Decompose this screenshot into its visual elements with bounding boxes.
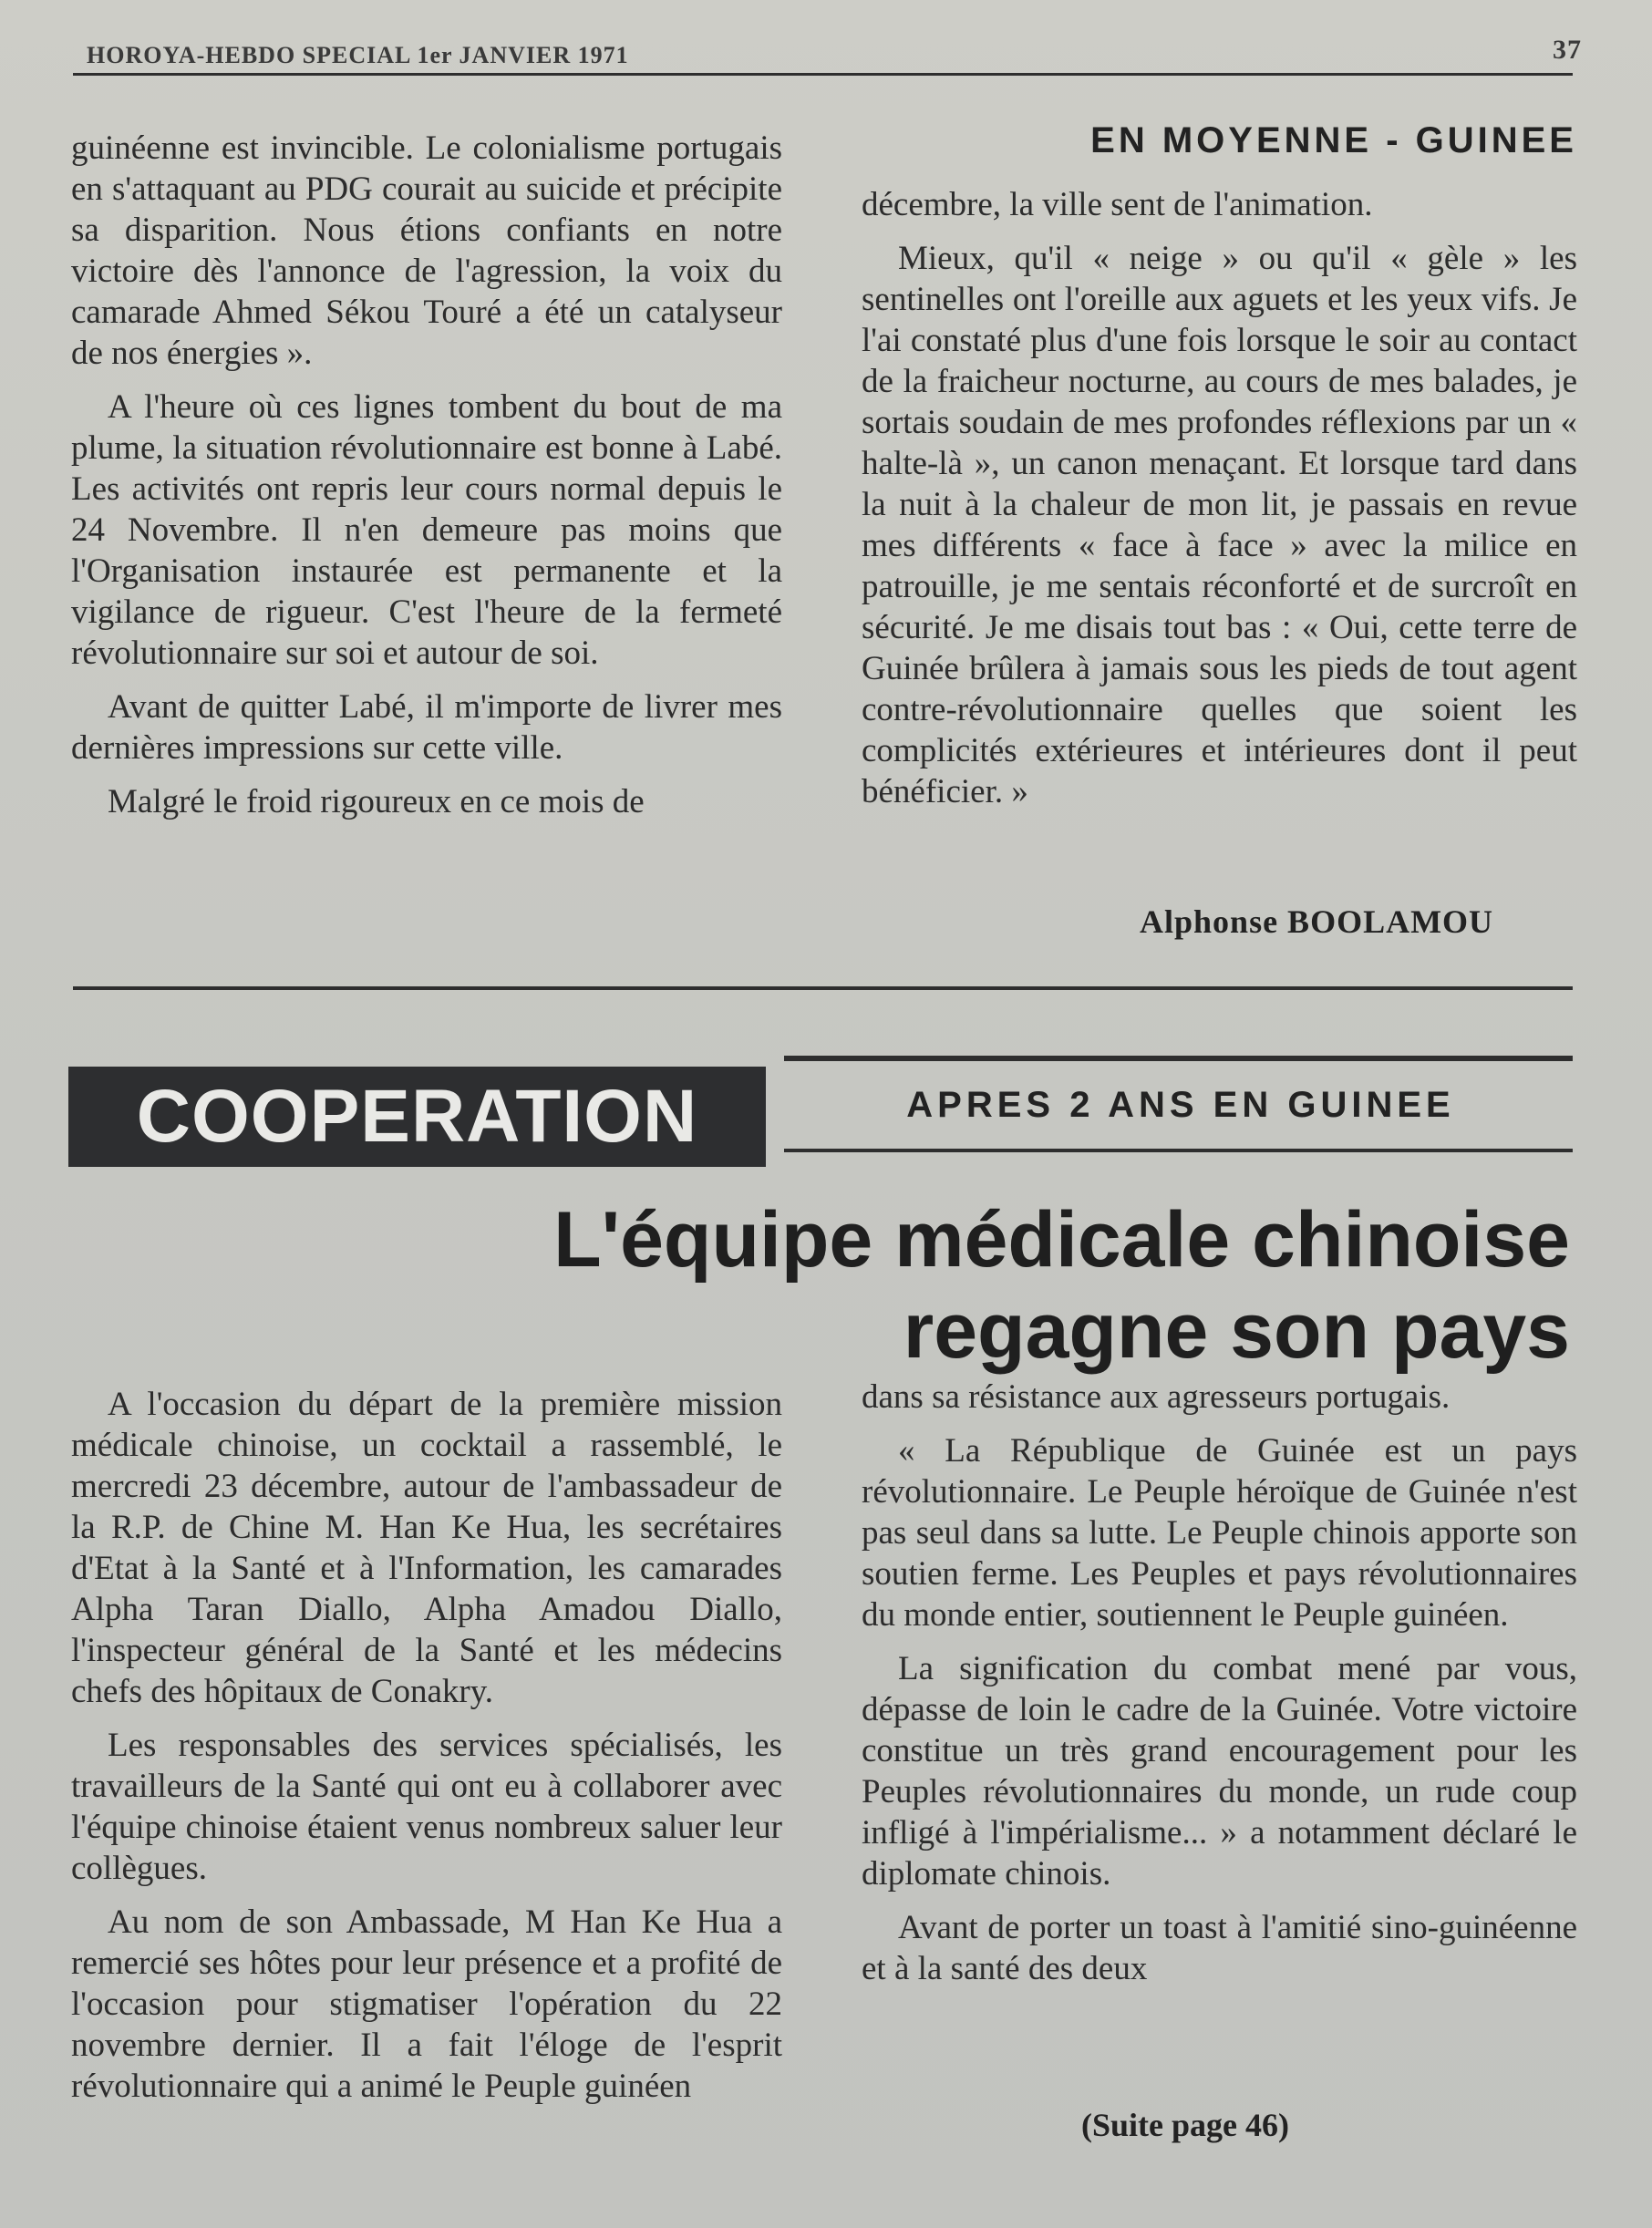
continuation-note: (Suite page 46) [1081, 2107, 1289, 2143]
kicker-heading: APRES 2 ANS EN GUINEE [906, 1085, 1455, 1125]
header-rule [73, 73, 1573, 76]
paragraph: décembre, la ville sent de l'animation. [862, 186, 1373, 223]
page-number: 37 [1553, 35, 1582, 65]
publication-line: HOROYA-HEBDO SPECIAL 1er JANVIER 1971 [87, 42, 629, 68]
article-divider [73, 986, 1573, 990]
paragraph: Avant de quitter Labé, il m'importe de livrer mes dernières impressions sur cette ville. [71, 688, 782, 767]
paragraph: dans sa résistance aux agresseurs portugais. [862, 1378, 1451, 1416]
article1-column-2 [862, 184, 1577, 825]
paragraph: La signification du combat mené par vous, dépasse de loin le cadre de la Guinée. Votre victoire constitue un très grand encouragement pour les Peuples révolutionnaires du monde, un rude coup infligé à l'impérialisme... » a notamment déclaré le diplomate chinois. [862, 1650, 1577, 1893]
paragraph: Mieux, qu'il « neige » ou qu'il « gèle » les sentinelles ont l'oreille aux aguets et les yeux vifs. Je l'ai constaté plus d'une fois lorsque le soir au contact de la fraicheur nocturne, au cours de mes balades, je sortais soudain de mes profondes réflexions par un « halte-là », un canon menaçant. Et lorsque tard dans la nuit à la chaleur de mon lit, je passais en revue mes différents « face à face » avec la milice en patrouille, je me sentais réconforté et de surcroît en sécurité. Je me disais tout bas : « Oui, cette terre de Guinée brûlera à jamais sous les pieds de tout agent contre-révolutionnaire quelles que soient les complicités extérieures et intérieures dont il peut bénéficier. » [862, 240, 1577, 810]
headline-line-1: L'équipe médicale chinoise [553, 1196, 1570, 1284]
rubric-banner: COOPERATION [68, 1067, 766, 1167]
paragraph: A l'heure où ces lignes tombent du bout de ma plume, la situation révolutionnaire est bonne à Labé. Les activités ont repris leur cours normal depuis le 24 Novembre. Il n'en demeure pas moins que l'Organisation instaurée est permanente et la vigilance de rigueur. C'est l'heure de la fermeté révolutionnaire sur soi et autour de soi. [71, 388, 782, 672]
article2-column-2 [862, 1377, 1577, 2002]
paragraph: Malgré le froid rigoureux en ce mois de [108, 783, 645, 820]
author-signature: Alphonse BOOLAMOU [1140, 903, 1494, 940]
kicker-rule-top [784, 1056, 1573, 1061]
paragraph: A l'occasion du départ de la première mission médicale chinoise, un cocktail a rassemblé, le mercredi 23 décembre, autour de l'ambassadeur de la R.P. de Chine M. Han Ke Hua, les secrétaires d'Etat à la Santé et à l'Information, les camarades Alpha Taran Diallo, Alpha Amadou Diallo, l'inspecteur général de la Santé et les médecins chefs des hôpitaux de Conakry. [71, 1386, 782, 1710]
paragraph: Les responsables des services spécialisés, les travailleurs de la Santé qui ont eu à collaborer avec l'équipe chinoise étaient venus nombreux saluer leur collègues. [71, 1727, 782, 1887]
headline-line-2: regagne son pays [903, 1287, 1570, 1375]
paragraph: guinéenne est invincible. Le colonialisme portugais en s'attaquant au PDG courait au suicide et précipite sa disparition. Nous étions confiants en notre victoire dès l'annonce de l'agression, la voix du camarade Ahmed Sékou Touré a été un catalyseur de nos énergies ». [71, 129, 782, 372]
headline [365, 1194, 1570, 1377]
article2-column-1 [71, 1384, 782, 2120]
paragraph: « La République de Guinée est un pays révolutionnaire. Le Peuple héroïque de Guinée n'est pas seul dans sa lutte. Le Peuple chinois apporte son soutien ferme. Les Peuples et pays révolutionnaires du monde entier, soutiennent le Peuple guinéen. [862, 1432, 1577, 1634]
paragraph: Avant de porter un toast à l'amitié sino-guinéenne et à la santé des deux [862, 1909, 1577, 1987]
paragraph: Au nom de son Ambassade, M Han Ke Hua a remercié ses hôtes pour leur présence et a profité de l'occasion pour stigmatiser l'opération du 22 novembre dernier. Il a fait l'éloge de l'esprit révolutionnaire qui a animé le Peuple guinéen [71, 1903, 782, 2105]
running-head [87, 35, 1582, 71]
kicker-rule-bottom [784, 1149, 1573, 1152]
section-heading: EN MOYENNE - GUINEE [1090, 120, 1577, 160]
article1-column-1 [71, 128, 782, 835]
